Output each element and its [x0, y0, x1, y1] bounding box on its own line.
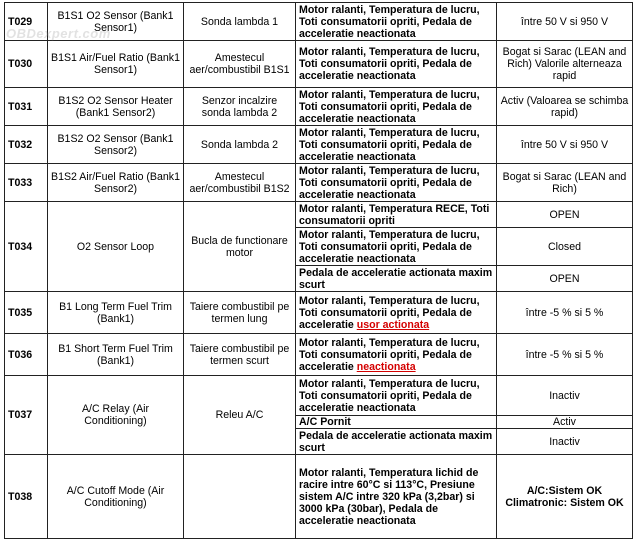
row-code: T037 [5, 376, 48, 455]
test-condition: Motor ralanti, Temperatura de lucru, Toti consumatorii opriti, Pedala de acceleratie neactionata [296, 3, 497, 41]
expected-value [497, 455, 633, 539]
expected-value: OPEN [497, 266, 633, 292]
parameter-description: Releu A/C [184, 376, 296, 455]
expected-value: între 50 V si 950 V [497, 3, 633, 41]
table-row [5, 202, 633, 228]
parameter-name: B1S2 Air/Fuel Ratio (Bank1 Sensor2) [48, 164, 184, 202]
test-condition: Motor ralanti, Temperatura de lucru, Toti consumatorii opriti, Pedala de acceleratie neactionata [296, 88, 497, 126]
test-condition: Motor ralanti, Temperatura de lucru, Toti consumatorii opriti, Pedala de acceleratie neactionata [296, 41, 497, 88]
parameter-name: B1 Long Term Fuel Trim (Bank1) [48, 292, 184, 334]
table-row [5, 41, 633, 88]
row-code: T031 [5, 88, 48, 126]
expected-value: Bogat si Sarac (LEAN and Rich) [497, 164, 633, 202]
parameter-name: B1S2 O2 Sensor (Bank1 Sensor2) [48, 126, 184, 164]
condition-text: Motor ralanti, Temperatura de lucru, Toti consumatorii opriti, Pedala de acceleratie [299, 294, 480, 331]
table-row [5, 455, 633, 539]
parameter-name: B1S1 O2 Sensor (Bank1 Sensor1) [48, 3, 184, 41]
expected-value-line: A/C:Sistem OK [526, 484, 603, 497]
table-row [5, 88, 633, 126]
condition-text: Motor ralanti, Temperatura de lucru, Toti consumatorii opriti, Pedala de acceleratie [299, 336, 480, 373]
document-page [4, 2, 636, 550]
test-condition: Motor ralanti, Temperatura de lucru, Toti consumatorii opriti, Pedala de acceleratie neactionata [296, 228, 497, 266]
highlighted-condition: neactionata [356, 360, 416, 373]
parameter-name: O2 Sensor Loop [48, 202, 184, 292]
table-row [5, 376, 633, 416]
test-condition: A/C Pornit [296, 416, 497, 429]
highlighted-condition: usor actionata [356, 318, 430, 331]
row-code: T029 [5, 3, 48, 41]
test-condition: Pedala de acceleratie actionata maxim scurt [296, 429, 497, 455]
test-condition: Motor ralanti, Temperatura de lucru, Toti consumatorii opriti, Pedala de acceleratie neactionata [296, 126, 497, 164]
test-condition: Motor ralanti, Temperatura de lucru, Toti consumatorii opriti, Pedala de acceleratie neactionata [296, 376, 497, 416]
expected-value-line: Climatronic: Sistem OK [505, 496, 624, 509]
expected-value: Inactiv [497, 429, 633, 455]
test-condition: Motor ralanti, Temperatura RECE, Toti consumatorii opriti [296, 202, 497, 228]
table-row [5, 3, 633, 41]
row-code: T032 [5, 126, 48, 164]
expected-value: OPEN [497, 202, 633, 228]
parameter-description: Taiere combustibil pe termen scurt [184, 334, 296, 376]
row-code: T038 [5, 455, 48, 539]
test-condition [296, 292, 497, 334]
expected-value: Closed [497, 228, 633, 266]
expected-value: Inactiv [497, 376, 633, 416]
expected-value: între -5 % si 5 % [497, 292, 633, 334]
parameter-description: Taiere combustibil pe termen lung [184, 292, 296, 334]
row-code: T033 [5, 164, 48, 202]
test-condition: Motor ralanti, Temperatura lichid de racire intre 60°C si 113°C, Presiune sistem A/C intre 320 kPa (3,2bar) si 3000 kPa (30bar), Pedala de acceleratie neactionata [296, 455, 497, 539]
table-row [5, 292, 633, 334]
parameter-description [184, 455, 296, 539]
parameter-name: B1S2 O2 Sensor Heater (Bank1 Sensor2) [48, 88, 184, 126]
parameter-description: Sonda lambda 1 [184, 3, 296, 41]
parameter-description: Bucla de functionare motor [184, 202, 296, 292]
row-code: T030 [5, 41, 48, 88]
diagnostic-parameters-table [4, 2, 633, 539]
test-condition [296, 334, 497, 376]
parameter-name: B1 Short Term Fuel Trim (Bank1) [48, 334, 184, 376]
expected-value: Bogat si Sarac (LEAN and Rich) Valorile alterneaza rapid [497, 41, 633, 88]
parameter-description: Sonda lambda 2 [184, 126, 296, 164]
expected-value: între -5 % si 5 % [497, 334, 633, 376]
parameter-description: Senzor incalzire sonda lambda 2 [184, 88, 296, 126]
test-condition: Pedala de acceleratie actionata maxim scurt [296, 266, 497, 292]
test-condition: Motor ralanti, Temperatura de lucru, Toti consumatorii opriti, Pedala de acceleratie neactionata [296, 164, 497, 202]
row-code: T034 [5, 202, 48, 292]
parameter-name: A/C Cutoff Mode (Air Conditioning) [48, 455, 184, 539]
expected-value: între 50 V si 950 V [497, 126, 633, 164]
row-code: T035 [5, 292, 48, 334]
parameter-name: B1S1 Air/Fuel Ratio (Bank1 Sensor1) [48, 41, 184, 88]
table-row [5, 334, 633, 376]
table-row [5, 126, 633, 164]
table-row [5, 164, 633, 202]
parameter-name: A/C Relay (Air Conditioning) [48, 376, 184, 455]
expected-value: Activ [497, 416, 633, 429]
parameter-description: Amestecul aer/combustibil B1S1 [184, 41, 296, 88]
row-code: T036 [5, 334, 48, 376]
watermark: OBDexpert.com [6, 26, 111, 41]
parameter-description: Amestecul aer/combustibil B1S2 [184, 164, 296, 202]
expected-value: Activ (Valoarea se schimba rapid) [497, 88, 633, 126]
